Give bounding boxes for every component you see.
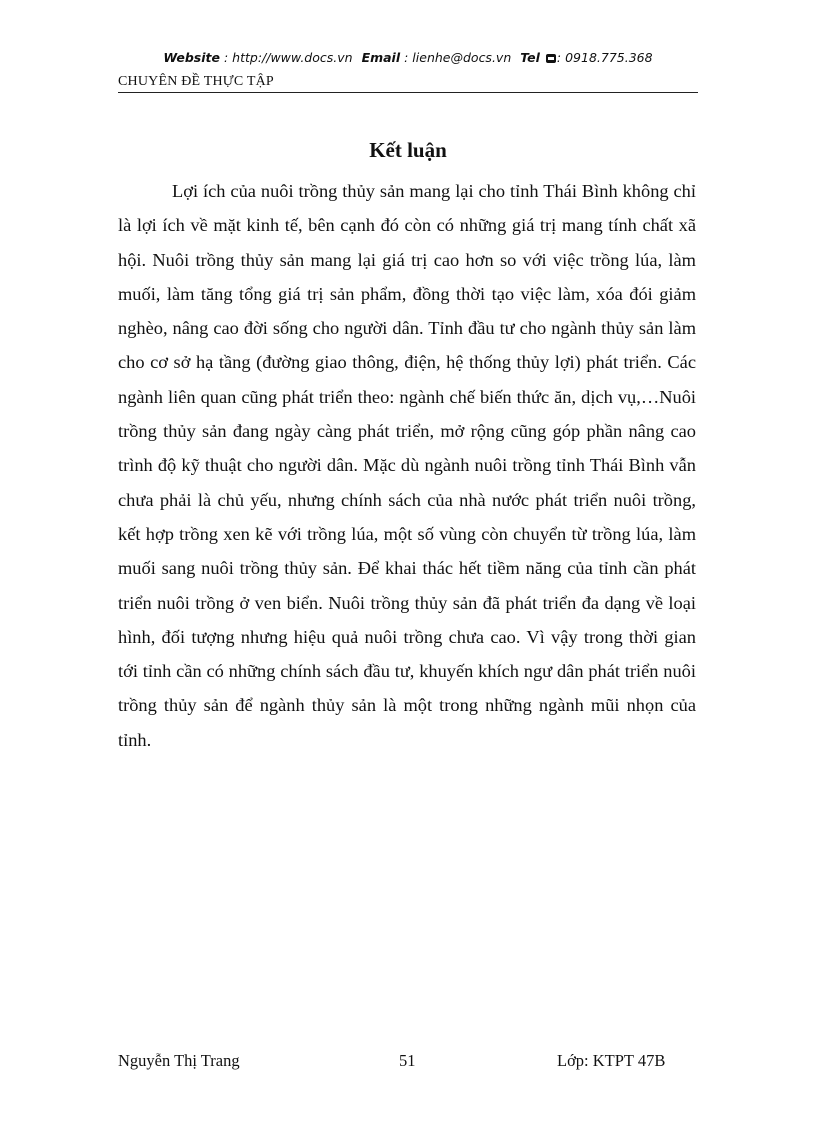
email-label: Email <box>361 50 401 65</box>
site-header <box>118 50 698 65</box>
footer-page-number: 51 <box>399 1051 416 1070</box>
header-rule <box>118 92 698 93</box>
footer-class-info: Lớp: KTPT 47B <box>557 1051 666 1070</box>
phone-icon <box>546 54 556 63</box>
body-paragraph: Lợi ích của nuôi trồng thủy sản mang lại cho tỉnh Thái Bình không chỉ là lợi ích về mặt kinh tế, bên cạnh đó còn có những giá trị mang tính chất xã hội. Nuôi trồng thủy sản mang lại giá trị cao hơn so với việc trồng lúa, làm muối, làm tăng tổng giá trị sản phẩm, đồng thời tạo việc làm, xóa đói giảm nghèo, nâng cao đời sống cho người dân. Tỉnh đầu tư cho ngành thủy sản làm cho cơ sở hạ tầng (đường giao thông, điện, hệ thống thủy lợi) phát triển. Các ngành liên quan cũng phát triển theo: ngành chế biến thức ăn, dịch vụ,…Nuôi trồng thủy sản đang ngày càng phát triển, mở rộng cũng góp phần nâng cao trình độ kỹ thuật cho người dân. Mặc dù ngành nuôi trồng tỉnh Thái Bình vẫn chưa phải là chủ yếu, nhưng chính sách của nhà nước phát triển nuôi trồng, kết hợp trồng xen kẽ với trồng lúa, một số vùng còn chuyển từ trồng lúa, làm muối sang nuôi trồng thủy sản. Để khai thác hết tiềm năng của tỉnh cần phát triển nuôi trồng ở ven biển. Nuôi trồng thủy sản đã phát triển đa dạng về loại hình, đối tượng nhưng hiệu quả nuôi trồng chưa cao. Vì vậy trong thời gian tới tỉnh cần có những chính sách đầu tư, khuyến khích ngư dân phát triển nuôi trồng thủy sản để ngành thủy sản là một trong những ngành mũi nhọn của tỉnh. <box>118 181 696 750</box>
website-value: : http://www.docs.vn <box>223 50 353 65</box>
running-head: CHUYÊN ĐỀ THỰC TẬP <box>118 74 274 89</box>
tel-label: Tel <box>520 50 540 65</box>
website-label: Website <box>163 50 220 65</box>
email-value: : lienhe@docs.vn <box>404 50 512 65</box>
page-title: Kết luận <box>369 138 447 162</box>
footer-author: Nguyễn Thị Trang <box>118 1051 240 1070</box>
tel-value: : 0918.775.368 <box>556 50 653 65</box>
page-footer <box>118 1051 698 1073</box>
